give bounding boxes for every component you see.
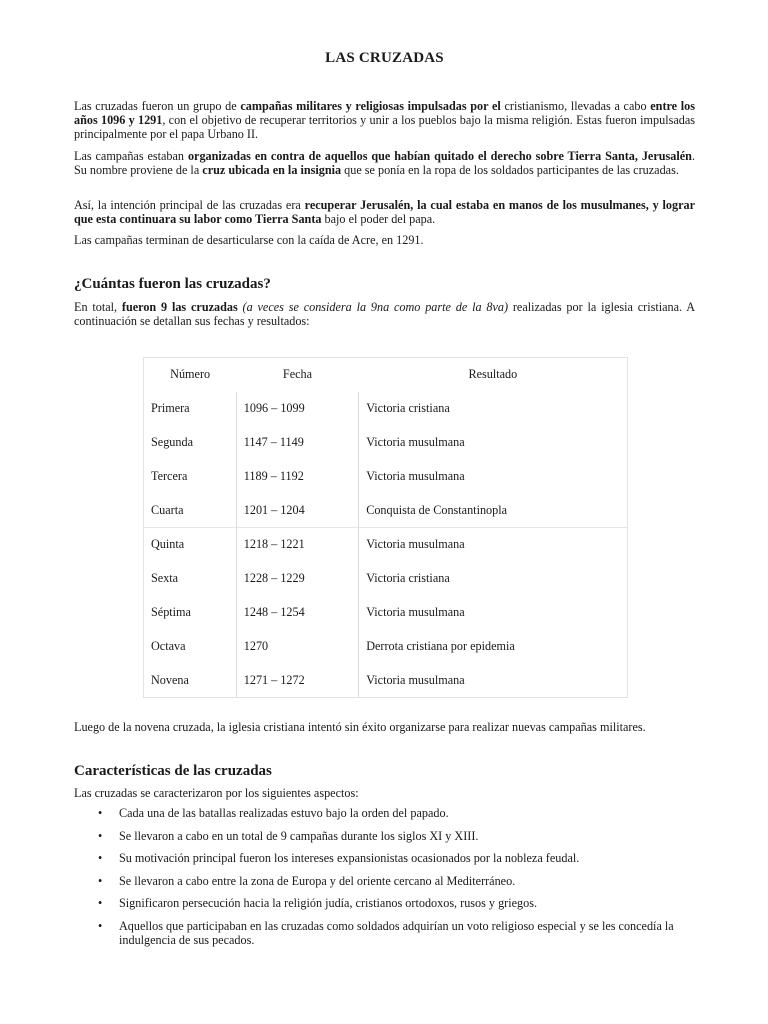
bold-span: cruz ubicada en la insignia [202, 163, 342, 178]
table-row [144, 459, 628, 493]
text-span: Las cruzadas fueron un grupo de [74, 99, 241, 113]
list-item-text: Cada una de las batallas realizadas estuvo bajo la orden del papado. [119, 806, 449, 820]
list-item [74, 829, 695, 843]
table-cell: 1096 – 1099 [236, 392, 358, 426]
table-row [144, 629, 628, 663]
table-cell: Victoria cristiana [366, 571, 450, 586]
section1-paragraph [74, 300, 695, 328]
table-row [144, 562, 628, 596]
text-span: que se ponía en la ropa de los soldados participantes de las cruzadas. [341, 163, 679, 178]
crusades-table [143, 357, 628, 698]
column-header-fecha: Fecha [282, 367, 313, 382]
table-cell: 1270 [236, 629, 358, 663]
bullet-icon: • [98, 896, 103, 910]
table-cell: Sexta [144, 562, 237, 596]
italic-span: (a veces se considera la 9na como parte de la 8va) [242, 300, 509, 314]
text-span: realizadas por la iglesia cristiana. A continuación se detallan sus fechas y resultados: [74, 300, 696, 329]
column-header-numero: Número [170, 367, 211, 382]
list-item-text: Su motivación principal fueron los intereses expansionistas ocasionados por la nobleza feudal. [119, 851, 580, 865]
table-cell: 1271 – 1272 [236, 663, 358, 697]
table-row [144, 426, 628, 460]
bold-span: campañas militares y religiosas impulsadas por el [240, 99, 501, 113]
text-span: , con el objetivo de recuperar territorios y unir a los pueblos bajo la misma religión. Estas fueron impulsadas principalmente por el papa Urbano II. [74, 113, 695, 142]
table-cell: 1147 – 1149 [236, 426, 358, 460]
section-heading-characteristics: Características de las cruzadas [74, 763, 272, 779]
table-row [144, 663, 628, 697]
table-cell: Tercera [144, 459, 237, 493]
list-item-text: Se llevaron a cabo en un total de 9 campañas durante los siglos XI y XIII. [119, 828, 479, 843]
list-item [74, 851, 695, 865]
table-cell: 1201 – 1204 [236, 493, 358, 527]
table-cell: Cuarta [144, 493, 237, 527]
bold-span: fueron 9 las cruzadas [121, 300, 238, 314]
text-span: Las campañas estaban [74, 149, 188, 163]
list-item-text: Aquellos que participaban en las cruzadas como soldados adquirían un voto religioso especial y se les concedía la indulgencia de sus pecados. [119, 918, 674, 947]
table-cell: Victoria musulmana [366, 672, 465, 687]
bold-span: recuperar Jerusalén, la cual estaba en manos de los musulmanes, y lograr que esta continuara su labor como Tierra Santa [74, 198, 695, 227]
bold-span: organizadas en contra de aquellos que habían quitado el derecho sobre Tierra Santa, Jerusalén [187, 149, 692, 163]
table-cell: Segunda [144, 426, 237, 460]
table-cell: 1218 – 1221 [236, 527, 358, 561]
intro-paragraph-4: Las campañas terminan de desarticularse con la caída de Acre, en 1291. [74, 233, 424, 247]
text-span: Así, la intención principal de las cruzadas era [74, 198, 305, 212]
table-cell: Victoria cristiana [366, 401, 450, 416]
table-cell: Conquista de Constantinopla [366, 502, 508, 517]
after-table-paragraph: Luego de la novena cruzada, la iglesia cristiana intentó sin éxito organizarse para realizar nuevas campañas militares. [74, 720, 646, 734]
table-cell: Novena [144, 663, 237, 697]
bullet-icon: • [98, 806, 103, 820]
section-heading-count: ¿Cuántas fueron las cruzadas? [74, 276, 271, 292]
table-cell: 1248 – 1254 [236, 596, 358, 630]
bullet-icon: • [98, 851, 103, 865]
table-cell: Séptima [144, 596, 237, 630]
list-item-text: Se llevaron a cabo entre la zona de Europa y del oriente cercano al Mediterráneo. [119, 873, 516, 888]
intro-paragraph-1 [74, 99, 695, 142]
text-span: cristianismo, llevadas a cabo [500, 99, 651, 113]
column-header-resultado: Resultado [468, 367, 518, 382]
list-item [74, 874, 695, 888]
table-cell: Octava [144, 629, 237, 663]
table-cell: Primera [144, 392, 237, 426]
list-item [74, 806, 695, 820]
table-cell: Victoria musulmana [366, 604, 465, 619]
table-row [144, 527, 628, 561]
text-span: En total, [74, 300, 122, 314]
list-item [74, 919, 695, 947]
table-cell: 1228 – 1229 [236, 562, 358, 596]
bullet-icon: • [98, 873, 103, 888]
document-title: LAS CRUZADAS [325, 50, 444, 66]
list-item-text: Significaron persecución hacia la religión judía, cristianos ortodoxos, rusos y griegos. [119, 896, 537, 910]
text-span: . Su nombre proviene de la [74, 149, 695, 178]
list-item [74, 896, 695, 910]
table-cell: Victoria musulmana [366, 468, 465, 483]
bold-span: entre los años 1096 y 1291 [74, 99, 696, 128]
table-row [144, 493, 628, 527]
intro-paragraph-2 [74, 149, 695, 177]
intro-paragraph-3 [74, 198, 695, 226]
section2-intro: Las cruzadas se caracterizaron por los siguientes aspectos: [74, 786, 359, 800]
characteristics-list [74, 806, 695, 955]
table-row [144, 596, 628, 630]
table-header-row [144, 358, 628, 392]
bullet-icon: • [98, 828, 103, 843]
bullet-icon: • [98, 918, 103, 933]
table-cell: Victoria musulmana [359, 527, 628, 561]
table-cell: Derrota cristiana por epidemia [366, 638, 515, 653]
text-span: bajo el poder del papa. [321, 212, 436, 227]
table-cell: 1189 – 1192 [236, 459, 358, 493]
table-row [144, 392, 628, 426]
table-cell: Quinta [144, 527, 237, 561]
table-cell: Victoria musulmana [366, 434, 465, 449]
